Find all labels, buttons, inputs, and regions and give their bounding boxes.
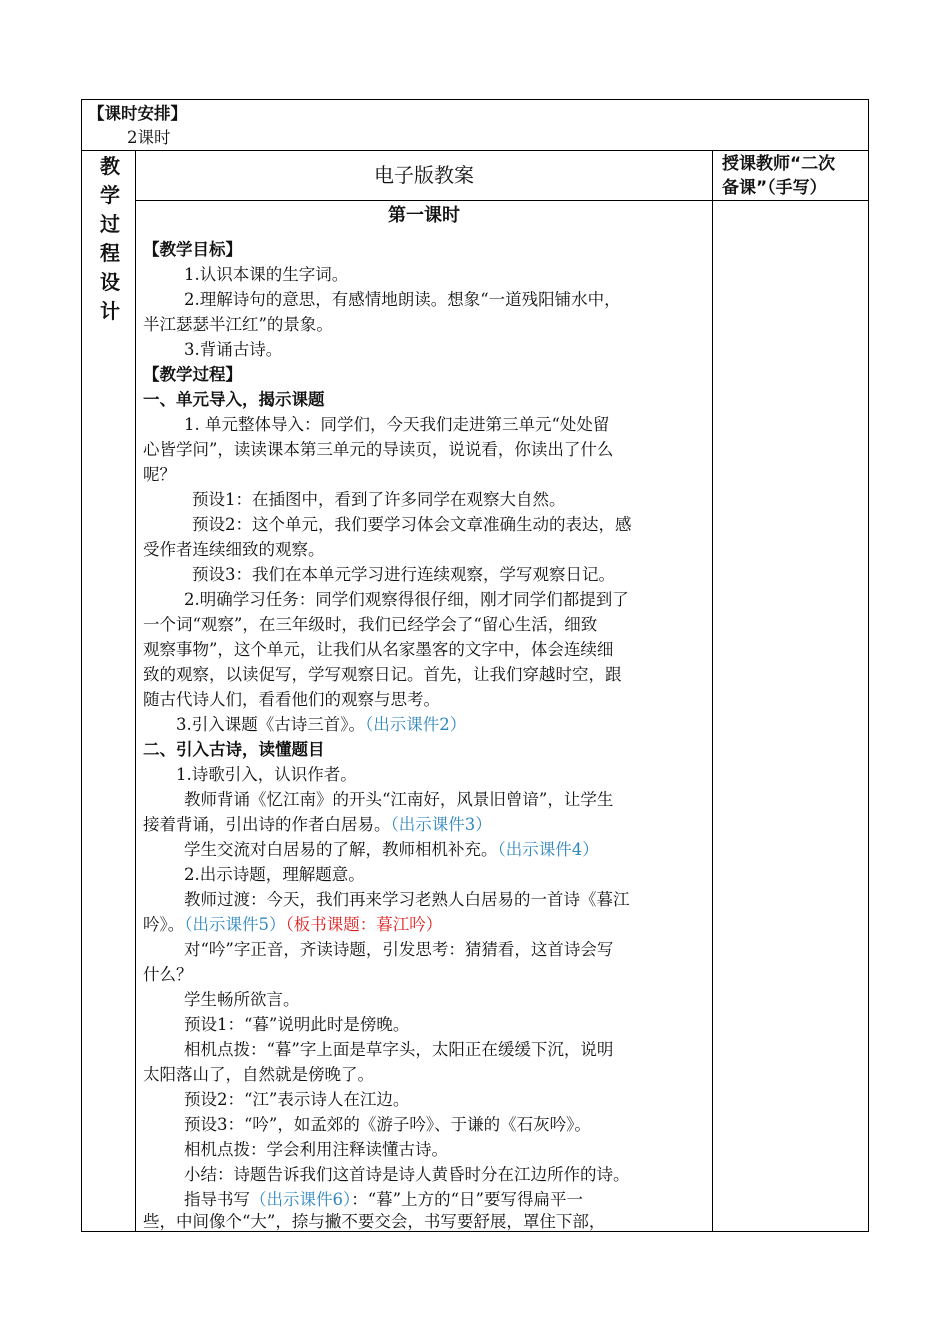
paragraph-line: 1.诗歌引入，认识作者。 [176,765,357,784]
paragraph-line [143,813,492,837]
paragraph-line [184,1188,583,1212]
goal-3: 3.背诵古诗。 [184,340,283,359]
paragraph-line: 致的观察，以读促写，学写观察日记。首先，让我们穿越时空，跟 [143,665,622,684]
paragraph-line: 心皆学问”，读读课本第三单元的导读页，说说看，你读出了什么 [143,440,614,459]
text-run: ：“暮”上方的“日”要写得扁平一 [351,1190,583,1209]
paragraph-line: 相机点拨：学会利用注释读懂古诗。 [184,1140,448,1159]
teacher-column-divider [712,150,713,1232]
paragraph-line: 学生畅所欲言。 [184,990,300,1009]
paragraph-line: 2.出示诗题，理解题意。 [184,865,365,884]
paragraph-line [143,913,442,937]
paragraph-line: 预设3：“吟”，如孟郊的《游子吟》、于谦的《石灰吟》。 [184,1115,591,1134]
schedule-row-divider [81,150,869,151]
paragraph-line: 预设1：“暮”说明此时是傍晚。 [184,1015,410,1034]
side-label-char: 程 [100,241,120,265]
side-label-char: 教 [100,154,120,178]
schedule-value: 2课时 [127,128,171,147]
text-run: 接着背诵，引出诗的作者白居易。 [143,815,391,834]
text-run: 吟》。 [143,915,185,934]
paragraph-line: 什么？ [143,965,193,984]
paragraph-line: 些，中间像个“大”，捺与撇不要交会，书写要舒展，罩住下部， [143,1212,606,1231]
paragraph-line [176,713,466,737]
paragraph-line: 预设3：我们在本单元学习进行连续观察，学写观察日记。 [192,565,615,584]
paragraph-line: 教师背诵《忆江南》的开头“江南好，风景旧曾谙”，让学生 [184,790,614,809]
courseware-note: （出示课件6） [250,1190,352,1209]
blackboard-note: （板书课题：暮江吟） [285,915,443,934]
goal-heading: 【教学目标】 [143,240,242,259]
section-1-heading: 一、单元导入，揭示课题 [143,390,325,409]
text-run: 指导书写 [184,1190,250,1209]
courseware-note: （出示课件3） [390,815,492,834]
schedule-heading: 【课时安排】 [88,104,187,123]
goal-1: 1.认识本课的生字词。 [184,265,349,284]
text-run: 学生交流对白居易的了解，教师相机补充。 [184,840,498,859]
lesson-title: 第一课时 [388,205,460,226]
goal-2-line1: 2.理解诗句的意思，有感情地朗读。想象“一道残阳铺水中， [184,290,621,309]
paragraph-line: 2.明确学习任务：同学们观察得很仔细，刚才同学们都提到了 [184,590,629,609]
courseware-note: （出示课件5） [184,915,286,934]
paragraph-line: 1. 单元整体导入：同学们，今天我们走进第三单元“处处留 [184,415,610,434]
side-label-char: 计 [100,299,120,323]
teacher-column-header-line2: 备课”（手写） [722,178,827,198]
header-row-divider [135,200,869,201]
paragraph-line: 预设2：这个单元，我们要学习体会文章准确生动的表达，感 [192,515,632,534]
paragraph-line: 呢？ [143,465,176,484]
side-label-char: 设 [100,270,120,294]
paragraph-line: 太阳落山了，自然就是傍晚了。 [143,1065,374,1084]
table-border-left [81,99,82,1232]
paragraph-line: 小结：诗题告诉我们这首诗是诗人黄昏时分在江边所作的诗。 [184,1165,630,1184]
goal-2-line2: 半江瑟瑟半江红”的景象。 [143,315,333,334]
paragraph-line: 随古代诗人们，看看他们的观察与思考。 [143,690,440,709]
text-run: 3.引入课题《古诗三首》。 [176,715,365,734]
paragraph-line: 对“吟”字正音，齐读诗题，引发思考：猜猜看，这首诗会写 [184,940,614,959]
section-2-heading: 二、引入古诗，读懂题目 [143,740,325,759]
column-header: 电子版教案 [374,163,474,187]
paragraph-line: 预设2：“江”表示诗人在江边。 [184,1090,410,1109]
paragraph-line: 受作者连续细致的观察。 [143,540,325,559]
courseware-note: （出示课件4） [497,840,599,859]
paragraph-line: 一个词“观察”，在三年级时，我们已经学会了“留心生活，细致 [143,615,598,634]
side-column-divider [135,150,136,1232]
paragraph-line [184,838,599,862]
paragraph-line: 预设1：在插图中，看到了许多同学在观察大自然。 [192,490,566,509]
process-heading: 【教学过程】 [143,365,242,384]
table-border-right [868,99,869,1232]
teacher-column-header-line1: 授课教师“二次 [722,154,836,174]
paragraph-line: 观察事物”，这个单元，让我们从名家墨客的文字中，体会连续细 [143,640,614,659]
side-label-char: 学 [100,183,120,207]
paragraph-line: 教师过渡：今天，我们再来学习老熟人白居易的一首诗《暮江 [184,890,630,909]
side-label [88,152,132,326]
paragraph-line: 相机点拨：“暮”字上面是草字头，太阳正在缓缓下沉，说明 [184,1040,614,1059]
courseware-note: （出示课件2） [365,715,467,734]
table-border-top [81,99,869,100]
side-label-char: 过 [100,212,120,236]
